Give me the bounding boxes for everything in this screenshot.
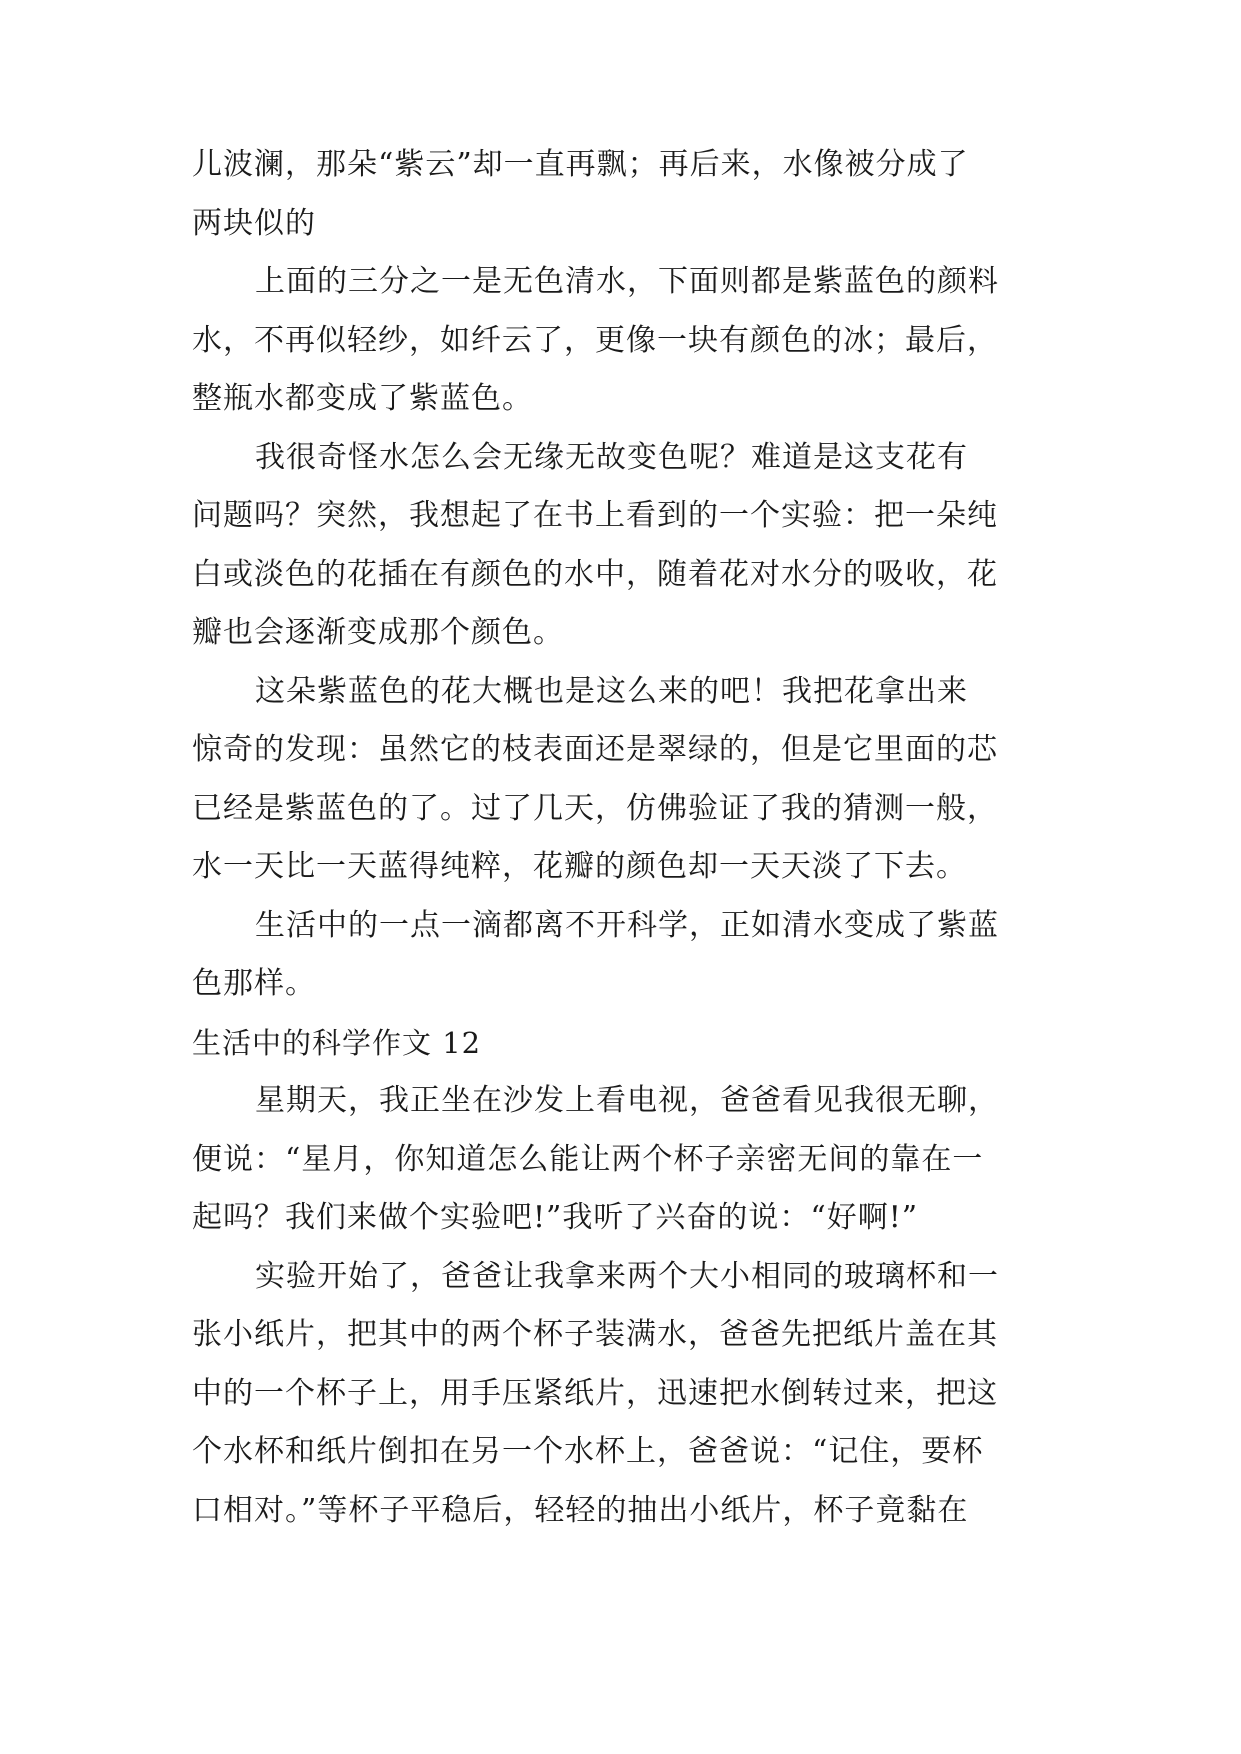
text-line: 星期天，我正坐在沙发上看电视，爸爸看见我很无聊， [255,1083,999,1118]
text-line: 水一天比一天蓝得纯粹，花瓣的颜色却一天天淡了下去。 [192,849,967,884]
text-line: 我很奇怪水怎么会无缘无故变色呢？难道是这支花有 [255,439,968,475]
text-line: 上面的三分之一是无色清水，下面则都是紫蓝色的颜料 [255,264,999,299]
text-line: 生活中的一点一滴都离不开科学，正如清水变成了紫蓝 [255,907,999,943]
text-line: 已经是紫蓝色的了。过了几天，仿佛验证了我的猜测一般， [192,790,998,826]
text-line: 儿波澜，那朵“紫云”却一直再飘；再后来，水像被分成了 [192,147,969,182]
section-heading: 生活中的科学作文 12 [192,1025,482,1060]
text-line: 口相对。”等杯子平稳后，轻轻的抽出小纸片，杯子竟黏在 [192,1492,969,1528]
text-line: 这朵紫蓝色的花大概也是这么来的吧！我把花拿出来 [255,673,968,709]
document-body [192,136,1062,1540]
text-line: 水，不再似轻纱，如纤云了，更像一块有颜色的冰；最后， [192,322,998,358]
text-line: 中的一个杯子上，用手压紧纸片，迅速把水倒转过来，把这 [192,1375,998,1411]
text-line: 起吗？我们来做个实验吧!”我听了兴奋的说：“好啊!” [192,1200,919,1235]
text-line: 瓣也会逐渐变成那个颜色。 [192,615,564,650]
text-line: 便说：“星月，你知道怎么能让两个杯子亲密无间的靠在一 [192,1141,984,1177]
text-line: 惊奇的发现：虽然它的枝表面还是翠绿的，但是它里面的芯 [192,732,998,767]
text-line: 个水杯和纸片倒扣在另一个水杯上，爸爸说：“记住，要杯 [192,1434,984,1469]
text-line: 张小纸片，把其中的两个杯子装满水，爸爸先把纸片盖在其 [192,1317,998,1352]
text-line: 色那样。 [192,966,316,1001]
text-line: 白或淡色的花插在有颜色的水中，随着花对水分的吸收，花 [192,556,998,592]
text-line: 整瓶水都变成了紫蓝色。 [192,381,533,416]
text-line: 两块似的 [192,205,316,241]
text-line: 实验开始了，爸爸让我拿来两个大小相同的玻璃杯和一 [255,1258,999,1294]
text-line: 问题吗？突然，我想起了在书上看到的一个实验：把一朵纯 [192,498,998,533]
